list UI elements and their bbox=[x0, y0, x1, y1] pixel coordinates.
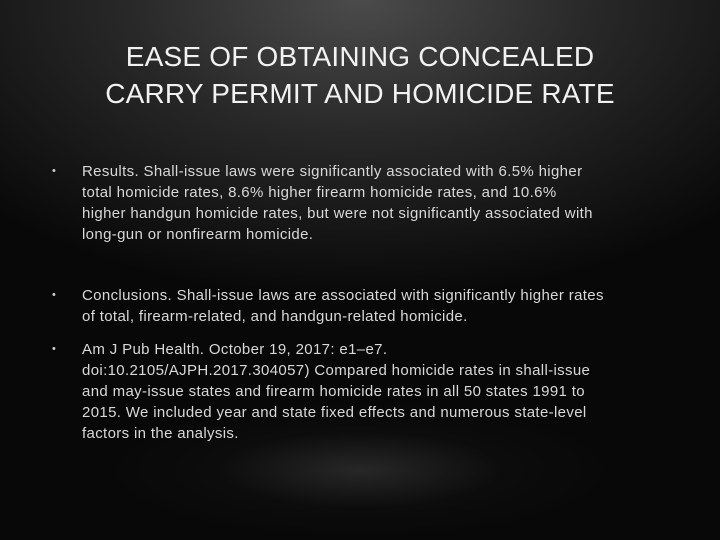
bullet-citation-line-2: doi:10.2105/AJPH.2017.304057) Compared homicide rates in shall-issue bbox=[82, 362, 591, 379]
bullet-citation bbox=[52, 339, 677, 444]
slide-title-line-2: CARRY PERMIT AND HOMICIDE RATE bbox=[105, 78, 615, 109]
bullet-list bbox=[52, 161, 677, 444]
bullet-results-line-1: Results. Shall-issue laws were significantly associated with 6.5% higher bbox=[82, 163, 583, 180]
bullet-marker: • bbox=[52, 165, 57, 177]
bullet-results-line-2: total homicide rates, 8.6% higher firearm homicide rates, and 10.6% bbox=[82, 184, 557, 201]
bullet-results bbox=[52, 161, 677, 245]
bullet-conclusions bbox=[52, 285, 677, 327]
bullet-citation-line-1: Am J Pub Health. October 19, 2017: e1–e7. bbox=[82, 341, 388, 358]
bullet-results-line-4: long-gun or nonfirearm homicide. bbox=[82, 226, 314, 243]
bullet-marker: • bbox=[52, 289, 57, 301]
slide-title-line-1: EASE OF OBTAINING CONCEALED bbox=[125, 41, 595, 72]
bullet-citation-line-5: factors in the analysis. bbox=[82, 425, 239, 442]
bullet-conclusions-line-2: of total, firearm-related, and handgun-related homicide. bbox=[82, 308, 468, 325]
bullet-results-line-3: higher handgun homicide rates, but were not significantly associated with bbox=[82, 205, 593, 222]
bullet-marker: • bbox=[52, 343, 57, 355]
bullet-citation-line-4: 2015. We included year and state fixed effects and numerous state-level bbox=[82, 404, 587, 421]
bullet-conclusions-line-1: Conclusions. Shall-issue laws are associated with significantly higher rates bbox=[82, 287, 604, 304]
slide-title bbox=[40, 38, 680, 112]
bullet-citation-line-3: and may-issue states and firearm homicide rates in all 50 states 1991 to bbox=[82, 383, 585, 400]
